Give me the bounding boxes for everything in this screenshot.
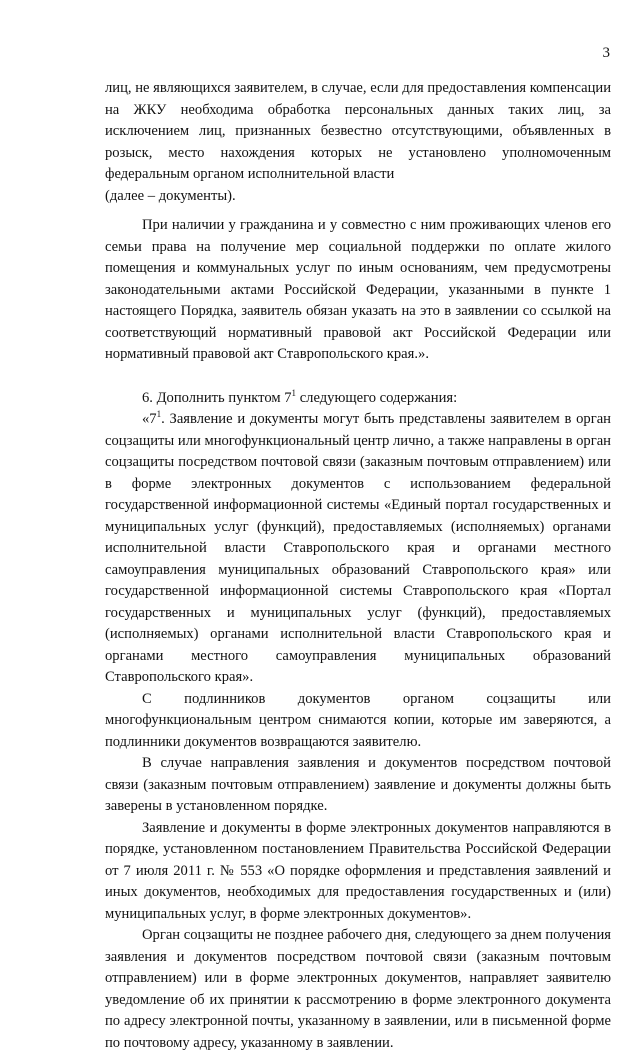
paragraph-continuation: лиц, не являющихся заявителем, в случае, если для предоставления компенсации на ЖКУ необходима обработка персональных данных таких лиц, за исключением лиц, признанных безвестно отсутствующими, объявленных в розыск, место нахождения которых не установлено уполномоченным федеральным органом исполнительной власти	[105, 80, 612, 182]
paragraph-amendment-intro	[105, 388, 611, 410]
amendment-intro-superscript: 1	[291, 387, 297, 398]
paragraph-postal: В случае направления заявления и документов посредством почтовой связи (заказным почтовым отправлением) заявление и документы должны быть заверены в установленном порядке.	[105, 755, 611, 814]
paragraph-continuation-end: (далее – документы).	[105, 187, 236, 204]
page-number: 3	[602, 45, 610, 61]
amendment-intro-text: 6. Дополнить пунктом 7	[142, 389, 292, 406]
paragraph-electronic: Заявление и документы в форме электронных документов направляются в порядке, установленном постановлением Правительства Российской Федерации от 7 июля 2011 г. № 553 «О порядке оформления и представления заявлений и иных документов, необходимых для предоставления государственных и (или) муниципальных услуг, в форме электронных документов».	[105, 819, 611, 922]
clause-prefix: «7	[142, 411, 157, 427]
clause-superscript: 1	[156, 409, 162, 420]
paragraph-entitlement: При наличии у гражданина и у совместно с ним проживающих членов его семьи права на получение мер социальной поддержки по оплате жилого помещения и коммунальных услуг по иным основаниям, чем предусмотрены законодательными актами Российской Федерации, указанными в пункте 1 настоящего Порядка, заявитель обязан указать на это в заявлении со ссылкой на соответствующий нормативный правовой акт Российской Федерации или нормативный правовой акт Ставропольского края.».	[105, 217, 611, 362]
document-body	[105, 78, 611, 1054]
paragraph-notification: Орган соцзащиты не позднее рабочего дня, следующего за днем получения заявления и документов посредством почтовой связи (заказным почтовым отправлением) или в форме электронных документов, направляет заявителю уведомление об их принятии к рассмотрению в форме электронного документа по адресу электронной почты, указанному в заявлении, или в письменной форме по почтовому адресу, указанному в заявлении.	[105, 927, 611, 1051]
paragraph-clause-7-1	[105, 409, 611, 689]
clause-body: . Заявление и документы могут быть представлены заявителем в орган соцзащиты или многофункциональный центр лично, а также направлены в орган соцзащиты посредством почтовой связи (заказным почтовым отправлением) или в форме электронных документов с использованием федеральной государственной информационной системы «Единый портал государственных и муниципальных услуг (функций), предоставляемых (исполняемых) органами исполнительной власти Ставропольского края и органами местного самоуправления муниципальных образований Ставропольского края» или государственной информационной системы Ставропольского края «Портал государственных и муниципальных услуг (функций), предоставляемых (исполняемых) органами исполнительной власти Ставропольского края и органами местного самоуправления муниципальных образований Ставропольского края».	[105, 411, 611, 685]
paragraph-copies: С подлинников документов органом соцзащиты или многофункциональным центром снимаются копии, которые им заверяются, а подлинники документов возвращаются заявителю.	[105, 690, 611, 750]
amendment-intro-tail: следующего содержания:	[296, 389, 458, 406]
